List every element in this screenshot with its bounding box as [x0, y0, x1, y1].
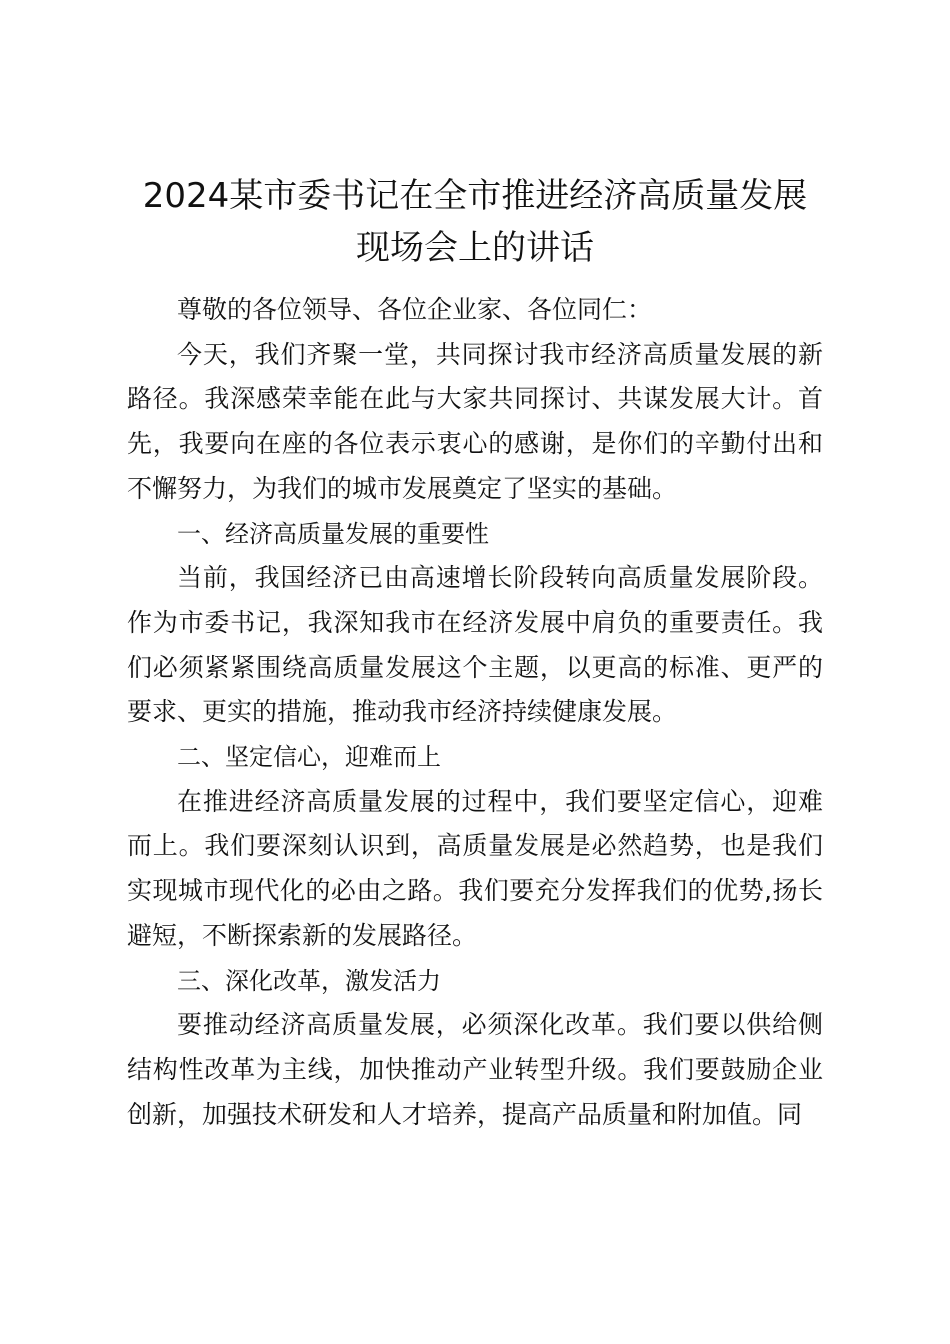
title-line-1: 2024某市委书记在全市推进经济高质量发展 — [142, 176, 808, 216]
title-line-2: 现场会上的讲话 — [356, 228, 594, 268]
salutation: 尊敬的各位领导、各位企业家、各位同仁： — [177, 295, 653, 324]
document-body — [127, 288, 823, 1137]
section-heading-2: 二、坚定信心，迎难而上 — [177, 743, 441, 772]
section-paragraph-2: 在推进经济高质量发展的过程中，我们要坚定信心，迎难而上。我们要深刻认识到，高质量发展是必然趋势，也是我们实现城市现代化的必由之路。我们要充分发挥我们的优势,扬长避短，不断探索新的发展路径。 — [127, 786, 823, 950]
document-title — [110, 170, 840, 274]
section-paragraph-1: 当前，我国经济已由高速增长阶段转向高质量发展阶段。作为市委书记，我深知我市在经济发展中肩负的重要责任。我们必须紧紧围绕高质量发展这个主题，以更高的标准、更严的要求、更实的措施，推动我市经济持续健康发展。 — [127, 563, 823, 727]
intro-paragraph: 今天，我们齐聚一堂，共同探讨我市经济高质量发展的新路径。我深感荣幸能在此与大家共同探讨、共谋发展大计。首先，我要向在座的各位表示衷心的感谢，是你们的辛勤付出和不懈努力，为我们的城市发展奠定了坚实的基础。 — [127, 339, 823, 503]
section-paragraph-3: 要推动经济高质量发展，必须深化改革。我们要以供给侧结构性改革为主线，加快推动产业转型升级。我们要鼓励企业创新，加强技术研发和人才培养，提高产品质量和附加值。同 — [127, 1010, 823, 1129]
section-heading-1: 一、经济高质量发展的重要性 — [177, 519, 489, 548]
section-heading-3: 三、深化改革，激发活力 — [177, 966, 441, 995]
